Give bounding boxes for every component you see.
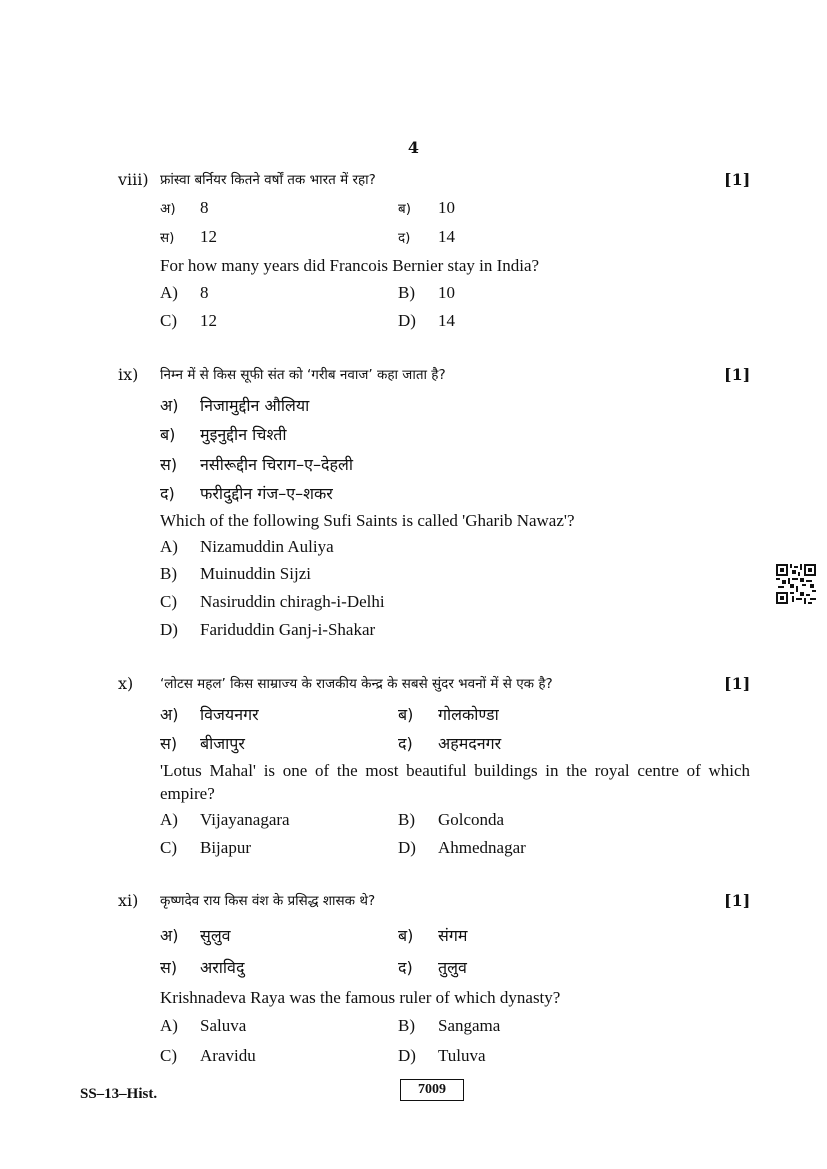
question-number: xi) xyxy=(118,891,139,910)
option: अ) विजयनगर xyxy=(160,705,259,724)
question-hindi: फ्रांस्वा बर्नियर कितने वर्षों तक भारत में रहा? xyxy=(160,172,376,188)
option: D) Ahmednagar xyxy=(398,838,526,857)
option: A) 8 xyxy=(160,283,209,302)
option: B) Golconda xyxy=(398,810,505,829)
option: B) Sangama xyxy=(398,1016,501,1035)
question-number: x) xyxy=(118,674,134,693)
option: D) Tuluva xyxy=(398,1046,486,1065)
question-hindi: ‘लोटस महल’ किस साम्राज्य के राजकीय केन्द्र के सबसे सुंदर भवनों में से एक है? xyxy=(160,676,553,692)
question-english: 'Lotus Mahal' is one of the most beautiful buildings in the royal centre of which empire? xyxy=(160,761,750,803)
option: स) बीजापुर xyxy=(160,734,245,753)
marks: [1] xyxy=(724,891,751,910)
option: ब) गोलकोण्डा xyxy=(398,705,499,724)
option: द) 14 xyxy=(398,227,455,246)
option: अ) निजामुद्दीन औलिया xyxy=(160,396,310,415)
booklet-code-box: 7009 xyxy=(400,1079,464,1101)
option: ब) 10 xyxy=(398,198,455,217)
question-number: ix) xyxy=(118,365,139,384)
question-hindi: निम्न में से किस सूफी संत को ‘गरीब नवाज’ कहा जाता है? xyxy=(160,367,446,383)
option: C) Bijapur xyxy=(160,838,251,857)
page-number: 4 xyxy=(407,138,420,157)
option: C) Nasiruddin chiragh-i-Delhi xyxy=(160,592,385,611)
option: स) अराविदु xyxy=(160,958,245,977)
option: D) 14 xyxy=(398,311,455,330)
option: C) Aravidu xyxy=(160,1046,256,1065)
qr-code-icon xyxy=(776,564,816,604)
option: C) 12 xyxy=(160,311,217,330)
option: ब) मुइनुद्दीन चिश्ती xyxy=(160,425,287,444)
question-hindi: कृष्णदेव राय किस वंश के प्रसिद्ध शासक थे? xyxy=(160,893,376,909)
question-number: viii) xyxy=(118,170,149,189)
option: B) 10 xyxy=(398,283,455,302)
marks: [1] xyxy=(724,365,751,384)
option: A) Nizamuddin Auliya xyxy=(160,537,334,556)
marks: [1] xyxy=(724,170,751,189)
paper-code: SS–13–Hist. xyxy=(80,1086,158,1102)
option: A) Vijayanagara xyxy=(160,810,290,829)
question-english: Krishnadeva Raya was the famous ruler of which dynasty? xyxy=(160,988,561,1007)
question-english: Which of the following Sufi Saints is called 'Gharib Nawaz'? xyxy=(160,511,575,530)
option: B) Muinuddin Sijzi xyxy=(160,564,311,583)
marks: [1] xyxy=(724,674,751,693)
option: A) Saluva xyxy=(160,1016,247,1035)
option: द) तुलुव xyxy=(398,958,467,977)
option: ब) संगम xyxy=(398,926,468,945)
option: अ) 8 xyxy=(160,198,209,217)
option: स) 12 xyxy=(160,227,217,246)
option: द) अहमदनगर xyxy=(398,734,502,753)
option: D) Fariduddin Ganj-i-Shakar xyxy=(160,620,376,639)
question-english: For how many years did Francois Bernier stay in India? xyxy=(160,256,540,275)
option: द) फरीदुद्दीन गंज–ए–शकर xyxy=(160,484,333,503)
option: स) नसीरूद्दीन चिराग–ए–देहली xyxy=(160,455,353,474)
option: अ) सुलुव xyxy=(160,926,231,945)
